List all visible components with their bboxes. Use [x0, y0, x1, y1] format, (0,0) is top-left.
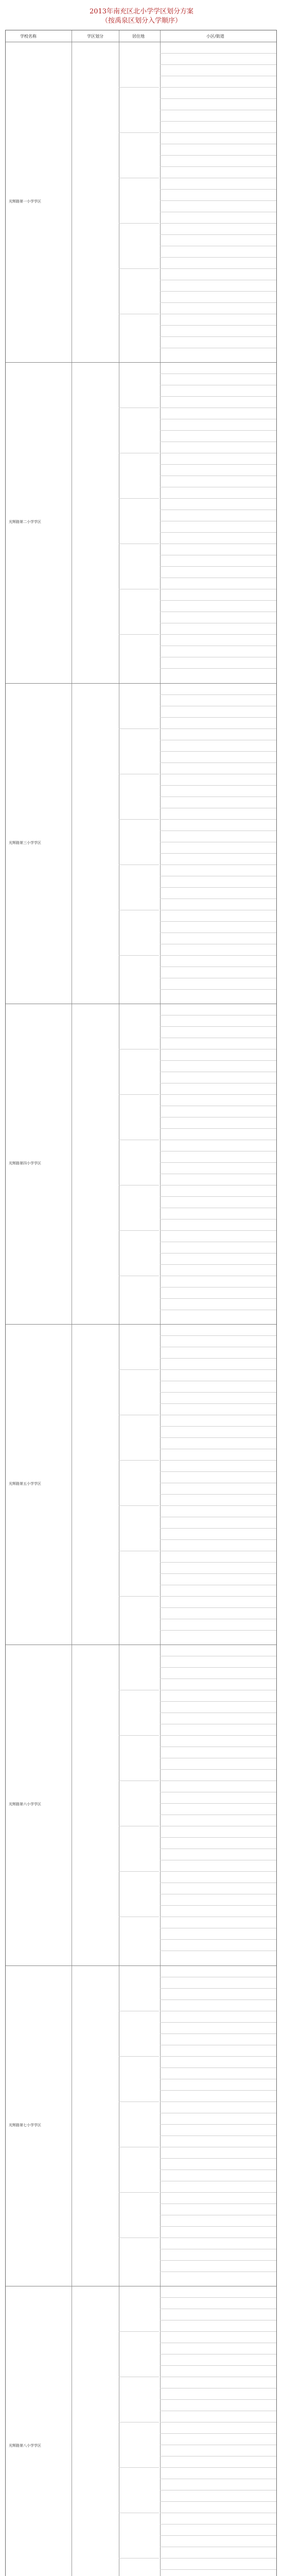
school-block-label: 光辉路第六小学学区 [9, 1802, 41, 1807]
district-table [5, 30, 277, 2576]
district-table-header [6, 30, 276, 42]
school-block-label: 光辉路第五小学学区 [9, 1482, 41, 1486]
school-block-label: 光辉路第七小学学区 [9, 2123, 41, 2127]
header-street: 小区/街道 [206, 34, 224, 39]
school-block-label: 光辉路第二小学学区 [9, 520, 41, 524]
school-block-label: 光辉路第一小学学区 [9, 199, 41, 204]
school-block-label: 光辉路第八小学学区 [9, 2443, 41, 2448]
header-residence: 居住地 [132, 34, 145, 39]
doc-title: 2013年南充区北小学学区划分方案 [89, 8, 194, 15]
school-block-label: 光辉路第三小学学区 [9, 840, 41, 845]
school-block-label: 光辉路第四小学学区 [9, 1161, 41, 1165]
doc-subtitle: （按禹泉区划分入学顺序） [101, 17, 182, 25]
header-school: 学校名称 [20, 34, 37, 39]
header-division: 学区划分 [87, 34, 103, 39]
